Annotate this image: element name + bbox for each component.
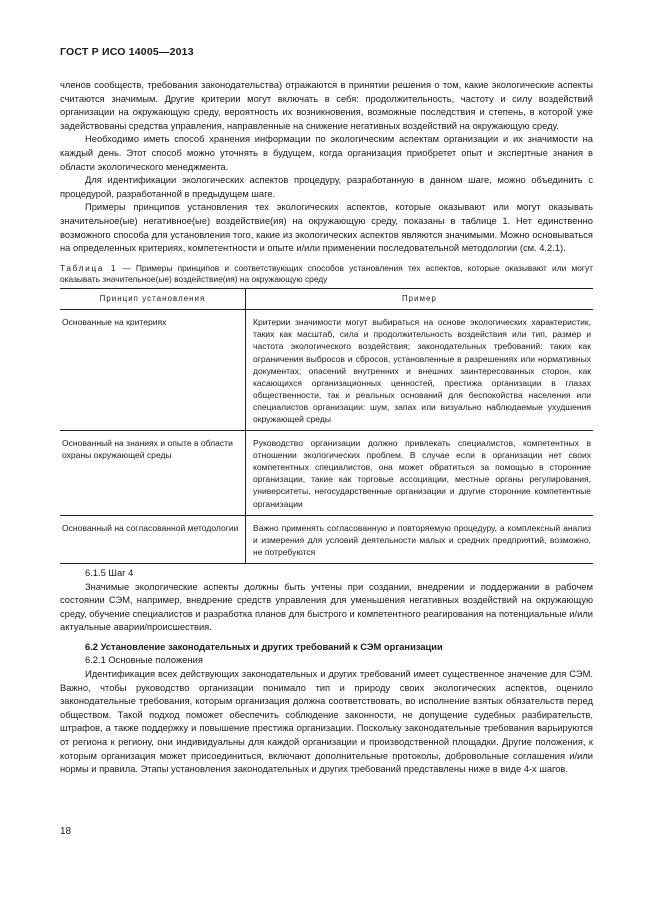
paragraph-legal-requirements: Идентификация всех действующих законодательных и других требований имеет существенное значение для СЭМ. Важно, чтобы руководство организации понимало тип и природу своих экологических аспектов, оценило законодательные требования, которым организация должна соответствовать, во исполнение взятых обязательств перед обществом. Такой подход поможет обеспечить соблюдение законности, не допущение судебных разбирательств, штрафов, а также поддержку и повышение престижа организации. Поскольку законодательные требования варьируются от региона к региону, они индивидуальны для каждой организации и производственной площадки. Другие положения, к которым организация может присоединиться, включают дополнительные протоколы, добровольные соглашения и/или нормы и правила. Этапы установления законодательных и других требований представлены ниже в виде 4-х шагов. xyxy=(60,669,593,775)
column-header-principle: Принцип установления xyxy=(60,289,246,310)
standard-header: ГОСТ Р ИСО 14005—2013 xyxy=(60,46,194,58)
table-row xyxy=(60,515,593,563)
table-row xyxy=(60,310,593,431)
paragraph-examples: Примеры принципов установления тех экологических аспектов, которые оказывают или могут оказывать значительное(ые) негативное(ые) воздействие(ия) на окружающую среду, показаны в таблице 1. Нет единственно возможного способа для установления того, какие из экологических аспектов являются значимыми. Можно основываться на определенных критериях, компетентности и опыте и/или применении последовательной методологии (см. 4.2.1). xyxy=(60,202,593,254)
table-caption-text: — Примеры принципов и соответствующих способов установления тех аспектов, которые оказывают или могут оказывать значительное(ые) воздействие(ия) на окружающую среду xyxy=(60,262,593,284)
row-example: Руководство организации должно привлекать специалистов, компетентных в отношении экологических проблем. В случае если в организации нет своих компетентных специалистов, она может обратиться за помощью в сторонние организации, такие как торговые ассоциации, местные органы регулирования, университеты, негосударственные организации и другие сторонние компетентные организации xyxy=(246,431,594,516)
table-header-row xyxy=(60,289,593,310)
table-caption-label: Таблица 1 xyxy=(60,262,118,273)
section-heading-6-2: 6.2 Установление законодательных и других требований к СЭМ организации xyxy=(85,641,443,652)
row-principle: Основанный на знаниях и опыте в области охраны окружающей среды xyxy=(60,431,246,516)
table-caption xyxy=(60,263,593,285)
principles-table xyxy=(60,288,593,564)
column-header-example: Пример xyxy=(246,289,594,310)
subsection-6-1-5: 6.1.5 Шаг 4 xyxy=(85,567,134,578)
paragraph-storage: Необходимо иметь способ хранения информации по экологическим аспектам организации и их значимости на каждый день. Этот способ можно уточнять в будущем, когда организация приобретет опыт и экспертные знания в области экологического менеджмента. xyxy=(60,134,593,172)
paragraph-procedure: Для идентификации экологических аспектов процедуру, разработанную в данном шаге, можно объединить с процедурой, разработанной в предыдущем шаге. xyxy=(60,175,593,199)
page-number: 18 xyxy=(60,826,72,837)
row-example: Важно применять согласованную и повторяемую процедуру, а комплексный анализ и измерения для условий деятельности малых и средних предприятий, возможно, не потребуются xyxy=(246,515,594,563)
table-row xyxy=(60,431,593,516)
body-text xyxy=(60,79,593,777)
paragraph-criteria: членов сообществ, требования законодательства) отражаются в принятии решения о том, какие экологические аспекты считаются значимым. Другие критерии могут включать в себя: продолжительность, частоту и силу воздействий организации на окружающую среду, вероятность их возникновения, возможные последствия и степень, в которой уже задействованы средства управления, направленные на снижение негативных воздействий на окружающую среду. xyxy=(60,80,593,131)
row-principle: Основанный на согласованной методологии xyxy=(60,515,246,563)
paragraph-significant-aspects: Значимые экологические аспекты должны быть учтены при создании, внедрении и поддержании в рабочем состоянии СЭМ, например, внедрение средств управления для уменьшения негативных воздействий на окружающую среду, обучение специалистов и разработка планов для быстрого и компетентного реагирования на потенциальные и/или актуальные аварии/происшествия. xyxy=(60,581,593,633)
row-principle: Основанные на критериях xyxy=(60,310,246,431)
subsection-6-2-1: 6.2.1 Основные положения xyxy=(85,655,203,666)
row-example: Критерии значимости могут выбираться на основе экологических характеристик, таких как масштаб, сила и продолжительность воздействия или тип, размер и частота экологического воздействия; законодательных требований: таких как ограничения выбросов и сбросов, установленные в разрешениях или нормативных документах; опасений внутренних и внешних заинтересованных сторон, как касающихся организационных ценностей, престижа организации в глазах общественности, так и реальных оснований для беспокойства населения или специалистов организации: шум, запах или визуально наблюдаемые ухудшения окружающей среды xyxy=(246,310,594,431)
